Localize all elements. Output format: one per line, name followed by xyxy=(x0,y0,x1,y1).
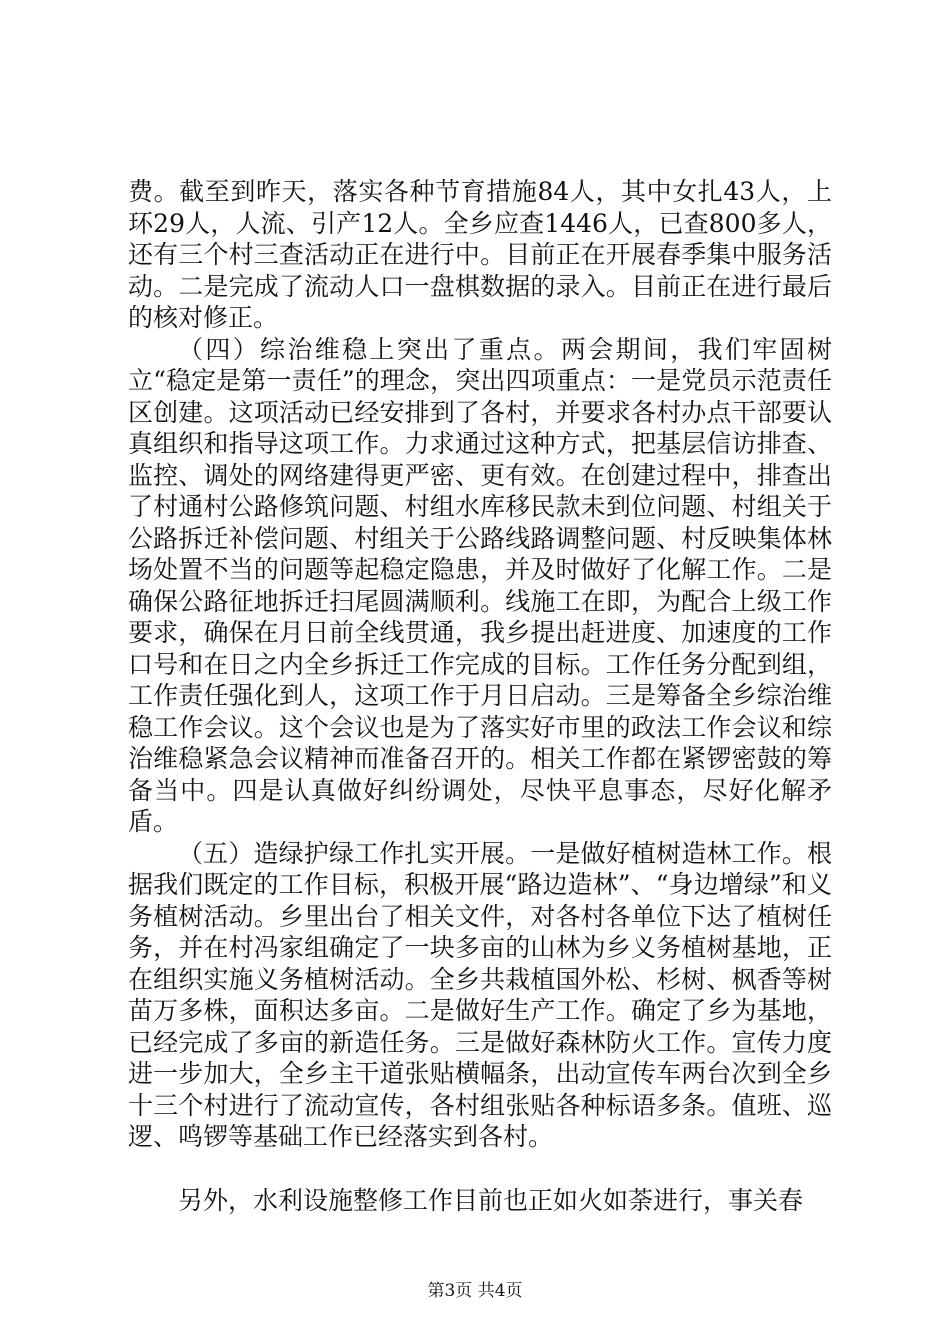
paragraph-section-five: （五）造绿护绿工作扎实开展。一是做好植树造林工作。根据我们既定的工作目标，积极开展“路边造林”、“身边增绿”和义务植树活动。乡里出台了相关文件，对各村各单位下达了植树任务，并在村冯家组确定了一块多亩的山林为乡义务植树基地，正在组织实施义务植树活动。全乡共栽植国外松、杉树、枫香等树苗万多株，面积达多亩。二是做好生产工作。确定了乡为基地，已经完成了多亩的新造任务。三是做好森林防火工作。宣传力度进一步加大，全乡主干道张贴横幅条，出动宣传车两台次到全乡十三个村进行了流动宣传，各村组张贴各种标语多条。值班、巡逻、鸣锣等基础工作已经落实到各村。 xyxy=(128,838,832,1151)
page-number-footer: 第3页 共4页 xyxy=(427,1281,523,1301)
document-body xyxy=(128,176,832,1216)
paragraph-continuation: 费。截至到昨天，落实各种节育措施84人，其中女扎43人，上环29人，人流、引产12人。全乡应查1446人，已查800多人，还有三个村三查活动正在进行中。目前正在开展春季集中服务活动。二是完成了流动人口一盘棋数据的录入。目前正在进行最后的核对修正。 xyxy=(128,177,832,332)
paragraph-additional: 另外，水利设施整修工作目前也正如火如荼进行，事关春 xyxy=(178,1185,804,1215)
paragraph-section-four: （四）综治维稳上突出了重点。两会期间，我们牢固树立“稳定是第一责任”的理念，突出四项重点：一是党员示范责任区创建。这项活动已经安排到了各村，并要求各村办点干部要认真组织和指导这项工作。力求通过这种方式，把基层信访排查、监控、调处的网络建得更严密、更有效。在创建过程中，排查出了村通村公路修筑问题、村组水库移民款未到位问题、村组关于公路拆迁补偿问题、村组关于公路线路调整问题、村反映集体林场处置不当的问题等起稳定隐患，并及时做好了化解工作。二是确保公路征地拆迁扫尾圆满顺利。线施工在即，为配合上级工作要求，确保在月日前全线贯通，我乡提出赶进度、加速度的工作口号和在日之内全乡拆迁工作完成的目标。工作任务分配到组，工作责任强化到人，这项工作于月日启动。三是筹备全乡综治维稳工作会议。这个会议也是为了落实好市里的政法工作会议和综治维稳紧急会议精神而准备召开的。相关工作都在紧锣密鼓的筹备当中。四是认真做好纠纷调处，尽快平息事态，尽好化解矛盾。 xyxy=(128,334,832,836)
